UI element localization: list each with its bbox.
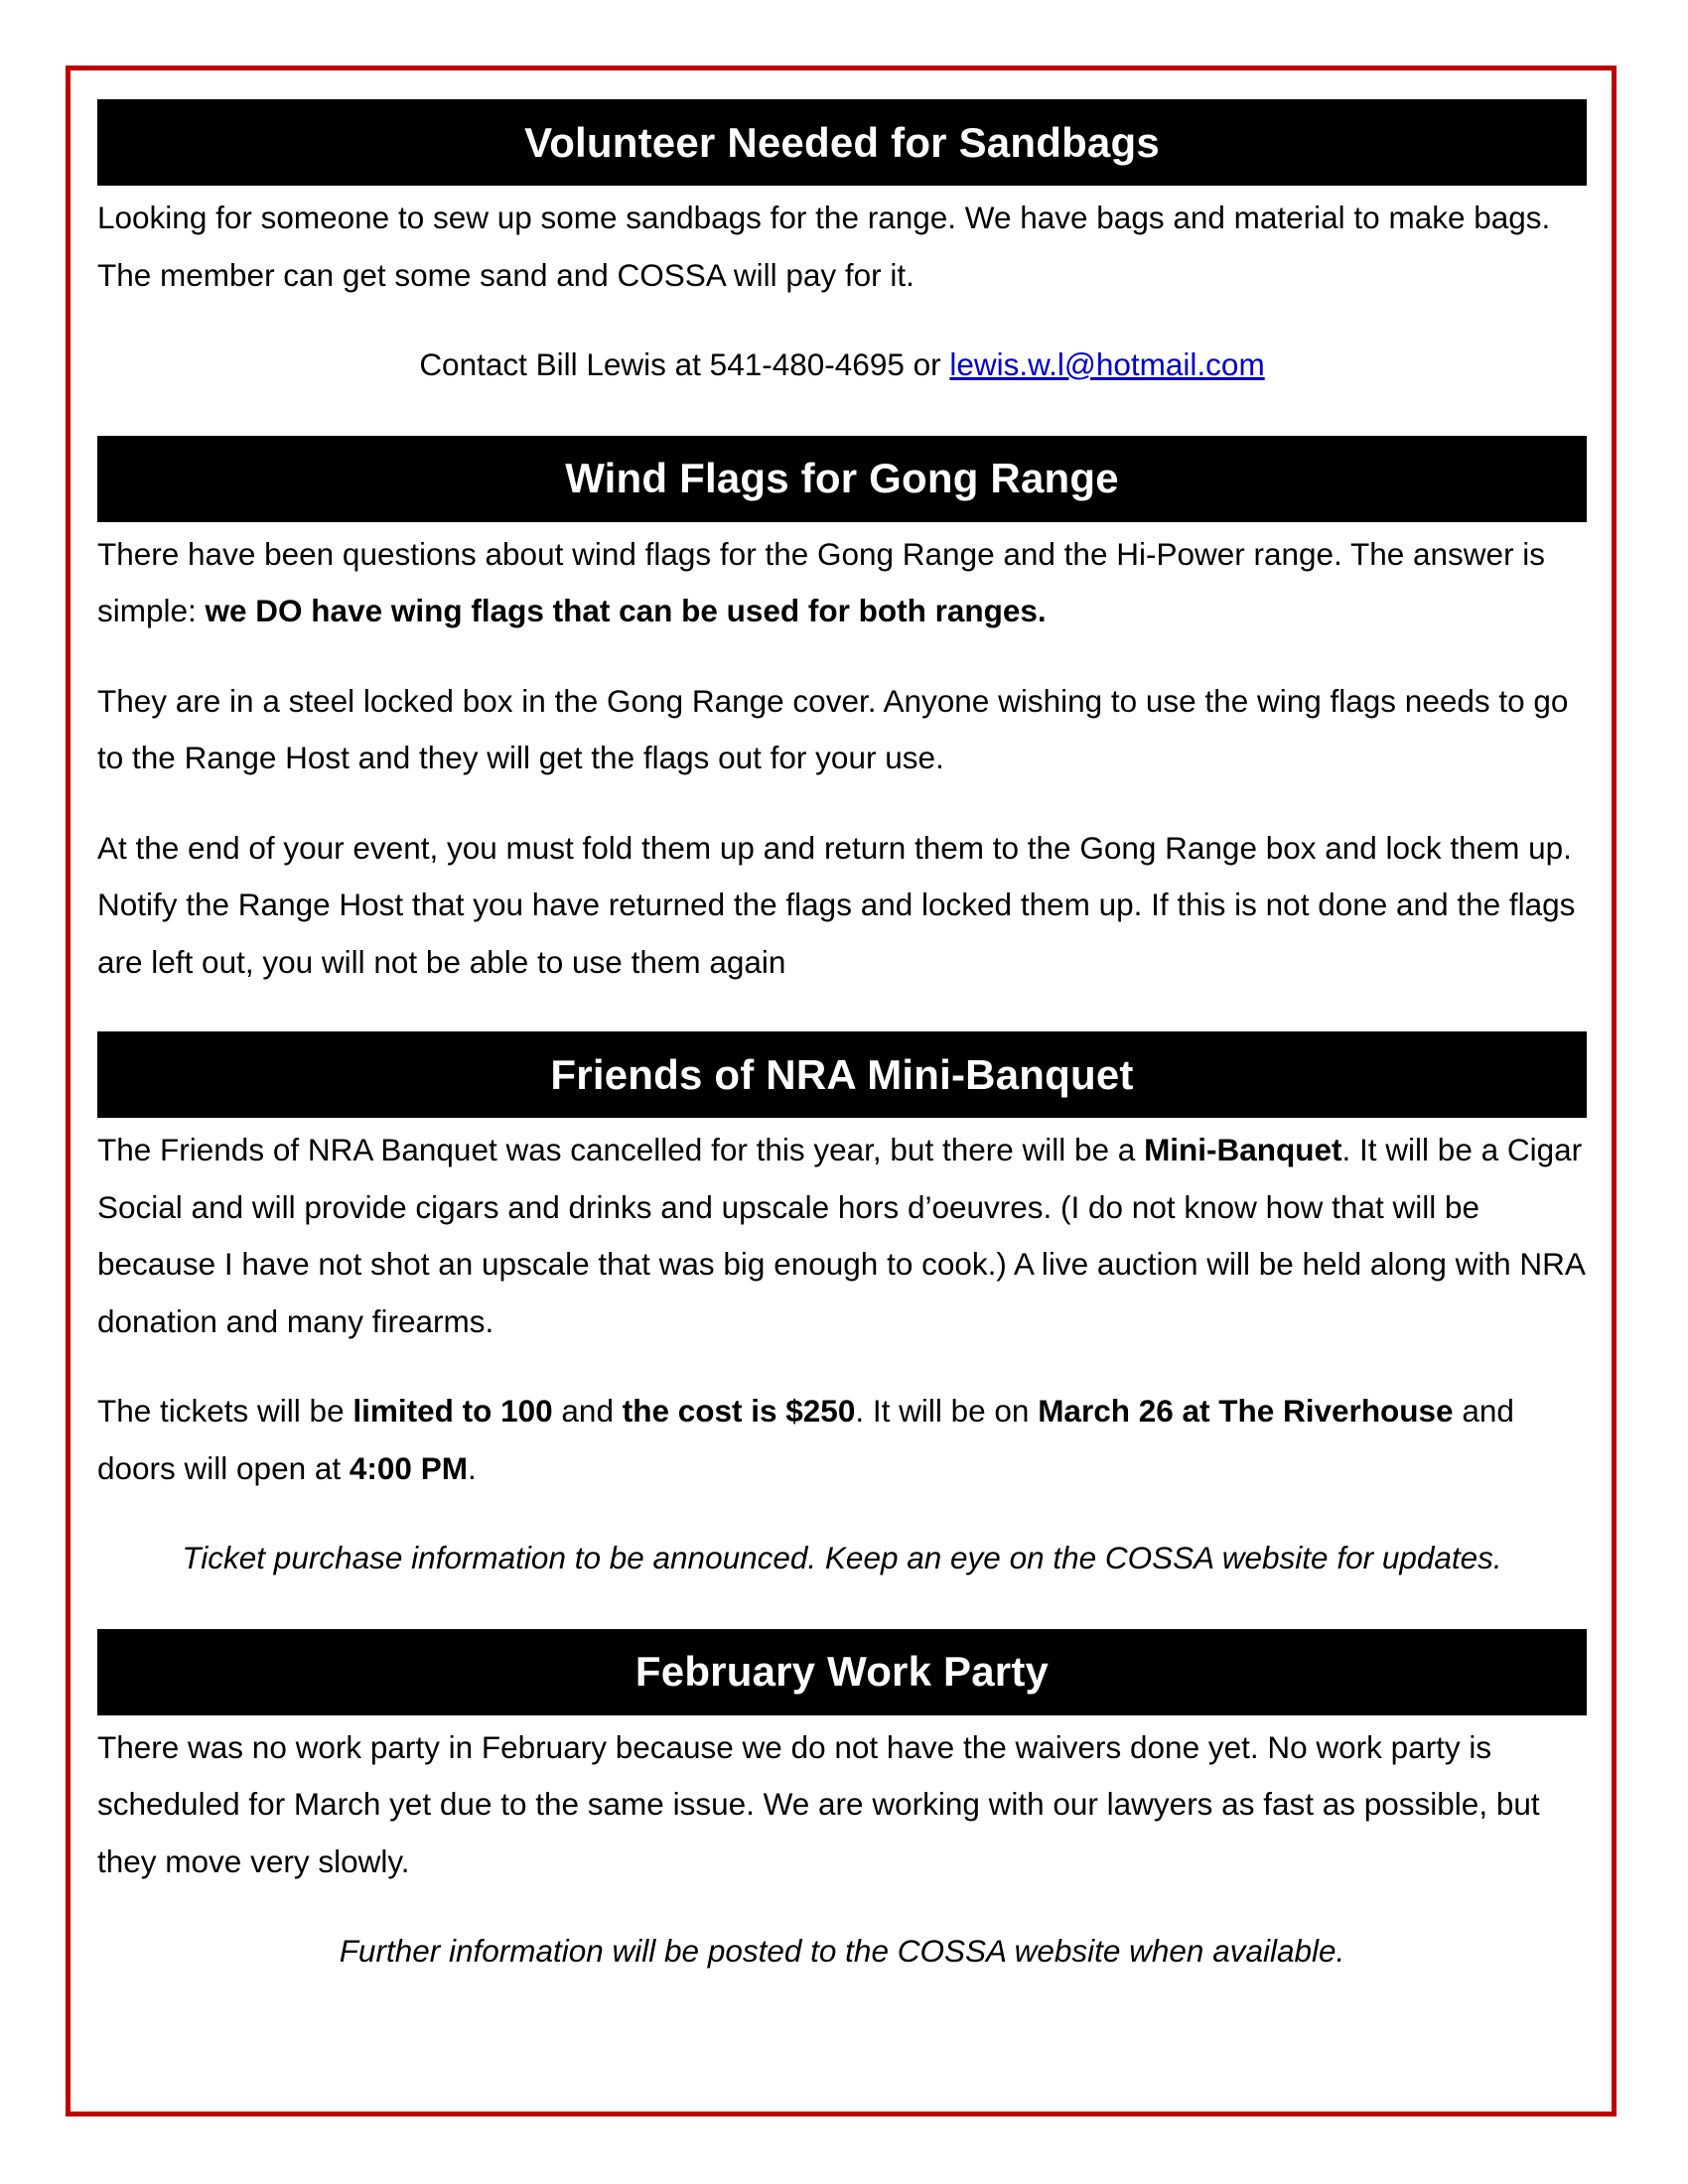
contact-email-link[interactable]: lewis.w.l@hotmail.com xyxy=(949,346,1265,382)
sandbags-contact xyxy=(97,337,1587,394)
sandbags-body: Looking for someone to sew up some sandbags for the range. We have bags and material to make bags. The member can get some sand and COSSA will pay for it. xyxy=(97,200,1551,293)
wind-flags-para-1-bold: we DO have wing flags that can be used for both ranges. xyxy=(205,593,1047,628)
section-heading-wind-flags: Wind Flags for Gong Range xyxy=(97,436,1587,522)
banquet-para-2 xyxy=(97,1383,1587,1497)
newsletter-content xyxy=(97,99,1587,1980)
banquet-para-2-e: and doors will open at xyxy=(97,1393,1514,1486)
section-heading-nra-banquet: Friends of NRA Mini-Banquet xyxy=(97,1031,1587,1118)
wind-flags-para-3: At the end of your event, you must fold them up and return them to the Gong Range box and lock them up. Notify the Range Host that you have returned the flags and locked them up. If this is not done and the flags are left out, you will not be able to use them again xyxy=(97,829,1576,980)
work-party-note: Further information will be posted to the COSSA website when available. xyxy=(339,1933,1345,1969)
banquet-para-1 xyxy=(97,1122,1587,1350)
banquet-para-2-d: . It will be on xyxy=(855,1393,1039,1429)
banquet-para-2-c: and xyxy=(552,1393,623,1429)
wind-flags-para-2: They are in a steel locked box in the Gong Range cover. Anyone wishing to use the wing flags needs to go to the Range Host and they will get the flags out for your use. xyxy=(97,682,1569,775)
section-heading-sandbags: Volunteer Needed for Sandbags xyxy=(97,99,1587,186)
banquet-para-2-f: . xyxy=(467,1449,477,1486)
banquet-para-1-b: . It will be a Cigar Social and will provide cigars and drinks and upscale hors d’oeuvres. (I do not know how that will be because I have not shot an upscale that was big enough to cook.) A live auction will be held along with NRA donation and many firearms. xyxy=(97,1132,1585,1339)
banquet-note: Ticket purchase information to be announced. Keep an eye on the COSSA website for updates. xyxy=(182,1540,1502,1575)
section-heading-work-party: February Work Party xyxy=(97,1629,1587,1715)
banquet-para-1-bold: Mini-Banquet xyxy=(1144,1132,1342,1167)
banquet-para-1-a: The Friends of NRA Banquet was cancelled for this year, but there will be a xyxy=(97,1132,1145,1167)
wind-flags-para-1-text: There have been questions about wind flags for the Gong Range and the Hi-Power range. The answer is simple: xyxy=(97,535,1546,628)
work-party-body: There was no work party in February because we do not have the waivers done yet. No work party is scheduled for March yet due to the same issue. We are working with our lawyers as fast as possible, but they move very slowly. xyxy=(97,1728,1540,1879)
banquet-para-2-a: The tickets will be xyxy=(97,1393,353,1429)
banquet-date-venue: March 26 at The Riverhouse xyxy=(1038,1393,1454,1429)
banquet-ticket-cost: the cost is $250 xyxy=(622,1393,856,1429)
wind-flags-para-1 xyxy=(97,526,1587,640)
banquet-ticket-limit: limited to 100 xyxy=(352,1393,553,1429)
banquet-door-time: 4:00 PM xyxy=(349,1449,468,1486)
contact-text: Contact Bill Lewis at 541-480-4695 or xyxy=(419,346,950,382)
